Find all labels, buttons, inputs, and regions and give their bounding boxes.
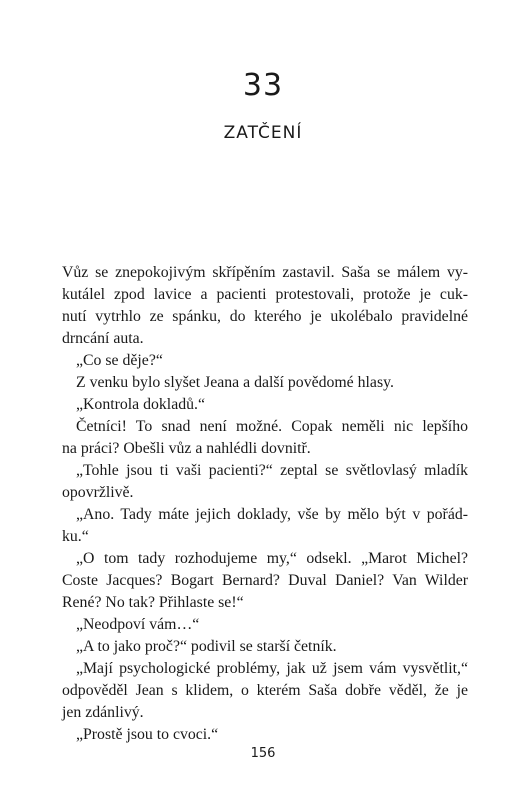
- text-line: „O tom tady rozhodujeme my,“ odsekl. „Marot Michel?: [76, 550, 468, 567]
- text-line: „A to jako proč?“ podivil se starší četník.: [76, 638, 337, 655]
- text-line: Vůz se znepokojivým skřípěním zastavil. Saša se málem vy-: [62, 264, 468, 281]
- text-line: „Co se děje?“: [76, 352, 163, 369]
- text-line: drncání auta.: [62, 330, 144, 347]
- text-line: Coste Jacques? Bogart Bernard? Duval Daniel? Van Wilder: [62, 572, 468, 589]
- text-line: kutálel zpod lavice a pacienti protestovali, protože je cuk-: [62, 286, 468, 303]
- chapter-number: 33: [242, 68, 284, 103]
- text-line: Četníci! To snad není možné. Copak neměli nic lepšího: [76, 418, 468, 435]
- text-line: „Mají psychologické problémy, jak už jsem vám vysvětlit,“: [76, 660, 468, 677]
- page-number: 156: [250, 746, 276, 761]
- text-line: jen zdánlivý.: [62, 704, 144, 721]
- text-line: „Kontrola dokladů.“: [76, 396, 205, 413]
- text-line: ku.“: [62, 528, 89, 545]
- text-line: „Ano. Tady máte jejich doklady, vše by mělo být v pořád-: [76, 506, 468, 523]
- text-line: „Tohle jsou ti vaši pacienti?“ zeptal se světlovlasý mladík: [76, 462, 468, 479]
- text-line: na práci? Obešli vůz a nahlédli dovnitř.: [62, 440, 311, 457]
- text-line: nutí vytrhlo ze spánku, do kterého je ukolébalo pravidelné: [62, 308, 468, 325]
- text-line: „Neodpoví vám…“: [76, 616, 200, 633]
- text-line: opovržlivě.: [62, 484, 134, 501]
- text-line: „Prostě jsou to cvoci.“: [76, 726, 219, 743]
- text-line: Z venku bylo slyšet Jeana a další povědomé hlasy.: [76, 374, 394, 391]
- body-text: [62, 262, 468, 746]
- text-line: René? No tak? Přihlaste se!“: [62, 594, 244, 611]
- chapter-title: ZATČENÍ: [223, 123, 303, 143]
- text-line: odpověděl Jean s klidem, o kterém Saša dobře věděl, že je: [62, 682, 468, 699]
